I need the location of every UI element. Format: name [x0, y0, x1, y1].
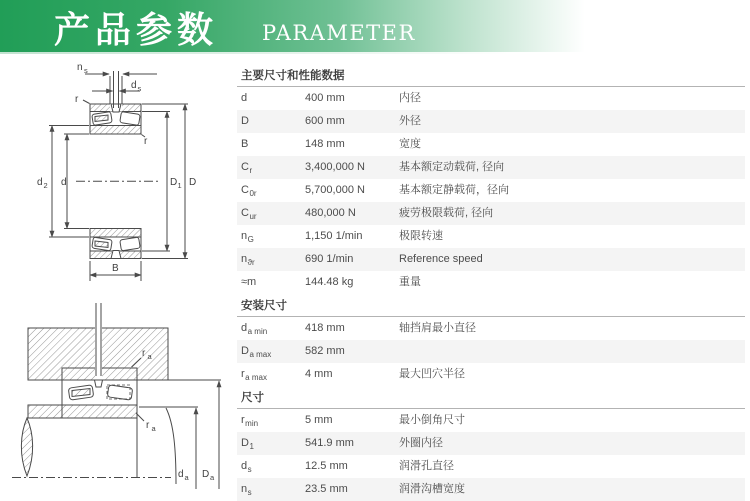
param-symbol-sub: r — [249, 166, 253, 175]
param-value: 148 mm — [305, 138, 345, 150]
param-symbol: D — [241, 437, 249, 449]
param-value: 5 mm — [305, 414, 333, 426]
param-desc: 润滑孔直径 — [399, 460, 454, 472]
param-desc: 重量 — [399, 276, 421, 288]
param-desc: 轴挡肩最小直径 — [399, 322, 476, 334]
param-symbol-cell — [241, 340, 305, 363]
param-symbol-cell — [241, 271, 305, 294]
param-symbol-sub: G — [247, 235, 254, 244]
param-symbol-sub: min — [245, 419, 259, 428]
label-ra-top-sub: a — [147, 352, 152, 361]
lube-fitting — [95, 380, 103, 387]
table-row — [237, 478, 745, 501]
table-row — [237, 317, 745, 340]
param-desc: 疲劳极限载荷, 径向 — [399, 207, 494, 219]
label-d2: d — [37, 177, 43, 188]
param-desc: 润滑沟槽宽度 — [399, 483, 465, 495]
param-value: 1,150 1/min — [305, 230, 363, 242]
lubrication-hole — [110, 71, 122, 108]
bearing-cross-section-diagram — [20, 55, 235, 295]
lube-fitting — [111, 104, 121, 112]
param-symbol: d — [241, 322, 248, 334]
label-ra-bottom: r — [146, 420, 150, 431]
label-da: d — [178, 469, 184, 480]
param-value: 4 mm — [305, 368, 333, 380]
param-desc: 极限转速 — [399, 230, 443, 242]
param-value: 400 mm — [305, 92, 345, 104]
page-title-cn: 产品参数 — [54, 9, 219, 50]
shaft-cut-section — [21, 418, 32, 476]
param-value: 690 1/min — [305, 253, 354, 265]
section-title: 尺寸 — [237, 386, 745, 409]
param-symbol: D — [241, 345, 249, 357]
param-symbol-cell — [241, 133, 305, 156]
param-desc — [399, 340, 745, 363]
param-desc: 外径 — [399, 115, 421, 127]
shaft-shoulder — [28, 405, 62, 418]
label-B: B — [112, 263, 119, 274]
param-symbol: r — [241, 368, 245, 380]
param-symbol: D — [241, 115, 249, 127]
param-value: 480,000 N — [305, 207, 356, 219]
param-value: 144.48 kg — [305, 276, 354, 288]
param-desc: 基本额定动载荷, 径向 — [399, 161, 505, 173]
section-rows — [237, 409, 745, 501]
param-value: 600 mm — [305, 115, 345, 127]
r-leader-top — [83, 100, 90, 104]
table-section — [237, 60, 745, 294]
param-symbol-sub: s — [247, 465, 252, 474]
table-row — [237, 87, 745, 110]
bearing-top-half — [90, 103, 141, 134]
param-desc: 最大凹穴半径 — [399, 368, 465, 380]
table-row — [237, 133, 745, 156]
param-value: 582 mm — [305, 345, 345, 357]
table-row — [237, 202, 745, 225]
param-symbol: d — [241, 92, 248, 104]
label-D: D — [189, 177, 197, 188]
param-symbol: C — [241, 184, 249, 196]
param-value: 541.9 mm — [305, 437, 354, 449]
table-row — [237, 363, 745, 386]
label-da-sub: a — [184, 473, 189, 482]
param-symbol-sub: a max — [245, 373, 267, 382]
bearing-section-svg — [20, 55, 235, 295]
table-row — [237, 455, 745, 478]
shaft-fillet-curve — [166, 408, 176, 484]
parameter-table — [237, 60, 745, 501]
param-symbol-sub: a min — [247, 327, 268, 336]
table-section — [237, 386, 745, 501]
table-section — [237, 294, 745, 386]
label-d2-sub: 2 — [43, 181, 48, 190]
mounting-dimensions-diagram — [8, 300, 235, 489]
param-symbol: d — [241, 460, 248, 472]
param-value: 5,700,000 N — [305, 184, 365, 196]
table-row — [237, 179, 745, 202]
param-symbol-sub: ur — [249, 212, 257, 221]
param-value: 3,400,000 N — [305, 161, 365, 173]
label-Da-sub: a — [210, 473, 215, 482]
param-symbol: B — [241, 138, 249, 150]
label-ds: d — [131, 80, 137, 91]
mounting-svg — [8, 300, 235, 489]
param-desc: 宽度 — [399, 138, 421, 150]
bearing-bottom-half — [90, 229, 141, 260]
label-r-inner: r — [144, 136, 148, 147]
label-D1-sub: 1 — [177, 181, 182, 190]
param-symbol-sub: 0r — [249, 189, 257, 198]
param-symbol: C — [241, 161, 249, 173]
label-r-top: r — [75, 94, 79, 105]
param-desc: 基本额定静载荷，径向 — [399, 184, 509, 196]
param-symbol-cell — [241, 248, 305, 271]
param-symbol-sub: s — [247, 488, 252, 497]
param-value: 23.5 mm — [305, 483, 348, 495]
param-symbol: n — [241, 483, 248, 495]
param-value: 418 mm — [305, 322, 345, 334]
label-D1: D — [170, 177, 178, 188]
param-desc: 外圈内径 — [399, 437, 443, 449]
table-row — [237, 156, 745, 179]
param-symbol-cell — [241, 478, 305, 501]
section-title: 主要尺寸和性能数据 — [237, 60, 745, 87]
section-rows — [237, 317, 745, 386]
param-symbol: r — [241, 414, 245, 426]
param-symbol-cell — [241, 432, 305, 455]
table-row — [237, 248, 745, 271]
param-symbol-sub: a max — [249, 350, 272, 359]
label-ns: n — [77, 62, 83, 73]
param-symbol: C — [241, 207, 249, 219]
param-symbol-cell — [241, 225, 305, 248]
param-symbol-cell — [241, 317, 305, 340]
param-desc: 最小倒角尺寸 — [399, 414, 465, 426]
param-symbol-cell — [241, 179, 305, 202]
param-symbol-cell — [241, 110, 305, 133]
param-symbol-sub: ϑr — [247, 258, 255, 267]
param-value: 12.5 mm — [305, 460, 348, 472]
param-symbol-cell — [241, 409, 305, 432]
label-d: d — [61, 177, 67, 188]
param-symbol-cell — [241, 156, 305, 179]
param-desc: 内径 — [399, 92, 421, 104]
section-title: 安装尺寸 — [237, 294, 745, 317]
table-row — [237, 409, 745, 432]
label-ra-top: r — [142, 348, 146, 359]
param-symbol-sub: 1 — [249, 442, 254, 451]
bearing-mounted-section — [62, 368, 137, 419]
label-ra-bottom-sub: a — [151, 424, 156, 433]
section-rows — [237, 87, 745, 294]
page-title-en: PARAMETER — [262, 21, 416, 45]
param-symbol: n — [241, 230, 248, 242]
param-symbol: n — [241, 253, 248, 265]
label-ds-sub: s — [137, 84, 142, 93]
cage-section — [95, 115, 108, 122]
table-row — [237, 110, 745, 133]
table-row — [237, 271, 745, 294]
label-Da: D — [202, 469, 210, 480]
table-row — [237, 225, 745, 248]
table-row — [237, 432, 745, 455]
param-symbol-cell — [241, 455, 305, 478]
param-desc: Reference speed — [399, 253, 483, 265]
param-symbol: ≈m — [241, 276, 257, 288]
param-symbol-cell — [241, 202, 305, 225]
param-symbol-cell — [241, 363, 305, 386]
table-row — [237, 340, 745, 363]
label-ns-sub: s — [84, 66, 88, 75]
param-symbol-cell — [241, 87, 305, 110]
